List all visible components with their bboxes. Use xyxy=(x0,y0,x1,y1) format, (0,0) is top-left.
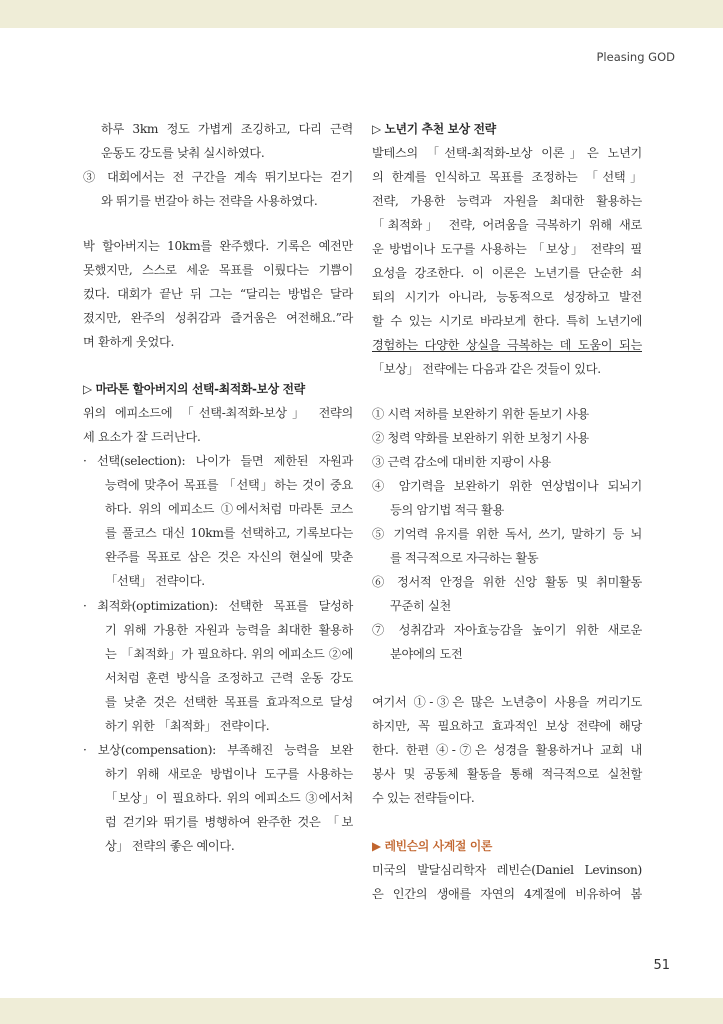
list-item: ① 시력 저하를 보완하기 위한 돋보기 사용 xyxy=(372,407,589,421)
section-heading: ▶ 레빈슨의 사계절 이론 xyxy=(372,839,493,853)
text-line: 한다. 한편 ④-⑦은 성경을 활용하거나 교회 내 xyxy=(372,743,642,757)
list-item: ④ 암기력을 보완하기 위한 연상법이나 되뇌기 xyxy=(372,479,642,493)
text-line: 하기 위한 「최적화」 전략이다. xyxy=(105,719,270,733)
text-line: 「최적화」 전략, 어려움을 극복하기 위해 새로 xyxy=(372,218,642,232)
text-line: 세 요소가 잘 드러난다. xyxy=(83,430,201,444)
list-item: ⑥ 정서적 안정을 위한 신앙 활동 및 취미활동 xyxy=(372,575,642,589)
running-header: Pleasing GOD xyxy=(596,50,675,64)
text-line: 수 있는 전략들이다. xyxy=(372,791,475,805)
section-heading: ▷ 노년기 추천 보상 전략 xyxy=(372,122,496,136)
text-line: 미국의 발달심리학자 레빈슨(Daniel Levinson) xyxy=(372,863,642,877)
list-item: ⑦ 성취감과 자아효능감을 높이기 위한 새로운 xyxy=(372,623,642,637)
text-line: 와 뛰기를 번갈아 하는 전략을 사용하였다. xyxy=(101,194,318,208)
list-item: ⑤ 기억력 유지를 위한 독서, 쓰기, 말하기 등 뇌 xyxy=(372,527,642,541)
text-line: 졌지만, 완주의 성취감과 즐거움은 여전해요.”라 xyxy=(83,311,353,325)
text-line: 의 한계를 인식하고 목표를 조정하는 「선택」 xyxy=(372,170,642,184)
text-line: 봉사 및 공동체 활동을 통해 적극적으로 실천할 xyxy=(372,767,642,781)
text-line: 기 위해 가용한 자원과 능력을 최대한 활용하 xyxy=(105,623,353,637)
text-line: · 선택(selection): 나이가 들면 제한된 자원과 xyxy=(83,454,353,468)
text-line: 하지만, 꼭 필요하고 효과적인 보상 전략에 해당 xyxy=(372,719,642,733)
text-line: 를 낮춘 것은 선택한 목표를 효과적으로 달성 xyxy=(105,695,353,709)
list-item: ③ 근력 감소에 대비한 지팡이 사용 xyxy=(372,455,551,469)
text-line: 운 방법이나 도구를 사용하는 「보상」 전략의 필 xyxy=(372,242,642,256)
text-line: 며 환하게 웃었다. xyxy=(83,335,175,349)
top-band xyxy=(0,0,723,28)
text-line: 전략, 가용한 능력과 자원을 최대한 활용하는 xyxy=(372,194,642,208)
text-line: 못했지만, 스스로 세운 목표를 이뤘다는 기쁨이 xyxy=(83,263,353,277)
text-line: 완주를 목표로 삼은 것은 자신의 현실에 맞춘 xyxy=(105,550,353,564)
text-line: 박 할아버지는 10km를 완주했다. 기록은 예전만 xyxy=(83,239,353,253)
text-line: 할 수 있는 시기로 바라보게 한다. 특히 노년기에 xyxy=(372,314,642,328)
text-line: 퇴의 시기가 아니라, 능동적으로 성장하고 발전 xyxy=(372,290,642,304)
text-line: 요성을 강조한다. 이 이론은 노년기를 단순한 쇠 xyxy=(372,266,642,280)
text-line: 여기서 ①-③은 많은 노년층이 사용을 꺼리기도 xyxy=(372,695,642,709)
text-line: 하기 위해 새로운 방법이나 도구를 사용하는 xyxy=(105,767,353,781)
text-line: 발테스의 「선택-최적화-보상 이론」은 노년기 xyxy=(372,146,642,160)
text-line: 서처럼 훈련 방식을 조정하고 근력 운동 강도 xyxy=(105,671,353,685)
list-item: 를 적극적으로 자극하는 활동 xyxy=(390,551,539,565)
text-line: 하루 3km 정도 가볍게 조깅하고, 다리 근력 xyxy=(101,122,353,136)
text-line: 「보상」이 필요하다. 위의 에피소드 ③에서처 xyxy=(105,791,353,805)
list-item: 꾸준히 실천 xyxy=(390,599,451,613)
text-line: 위의 에피소드에 「선택-최적화-보상」 전략의 xyxy=(83,406,353,420)
text-line: 운동도 강도를 낮춰 실시하였다. xyxy=(101,146,265,160)
text-line-underlined: 경험하는 다양한 상실을 극복하는 데 도움이 되는 xyxy=(372,338,642,352)
list-item: 분야에의 도전 xyxy=(390,647,463,661)
text-line: 「선택」 전략이다. xyxy=(105,574,205,588)
bottom-band xyxy=(0,998,723,1024)
text-line: 럼 걷기와 뛰기를 병행하여 완주한 것은 「보 xyxy=(105,815,353,829)
section-heading: ▷ 마라톤 할아버지의 선택-최적화-보상 전략 xyxy=(83,382,305,396)
text-line: 컸다. 대회가 끝난 뒤 그는 “달리는 방법은 달라 xyxy=(83,287,353,301)
text-line: · 보상(compensation): 부족해진 능력을 보완 xyxy=(83,743,353,757)
list-item: 등의 암기법 적극 활용 xyxy=(390,503,504,517)
text-line: 상」 전략의 좋은 예이다. xyxy=(105,839,235,853)
text-line: ③ 대회에서는 전 구간을 계속 뛰기보다는 걷기 xyxy=(83,170,353,184)
text-line: · 최적화(optimization): 선택한 목표를 달성하 xyxy=(83,599,353,613)
text-line: 능력에 맞추어 목표를 「선택」하는 것이 중요 xyxy=(105,478,353,492)
page-number: 51 xyxy=(653,958,670,973)
text-line: 하다. 위의 에피소드 ①에서처럼 마라톤 코스 xyxy=(105,502,353,516)
text-line: 는 「최적화」가 필요하다. 위의 에피소드 ②에 xyxy=(105,647,353,661)
text-line: 를 풀코스 대신 10km를 선택하고, 기록보다는 xyxy=(105,526,353,540)
text-line: 「보상」 전략에는 다음과 같은 것들이 있다. xyxy=(372,362,601,376)
list-item: ② 청력 약화를 보완하기 위한 보청기 사용 xyxy=(372,431,589,445)
text-line: 은 인간의 생애를 자연의 4계절에 비유하여 봄 xyxy=(372,887,642,901)
